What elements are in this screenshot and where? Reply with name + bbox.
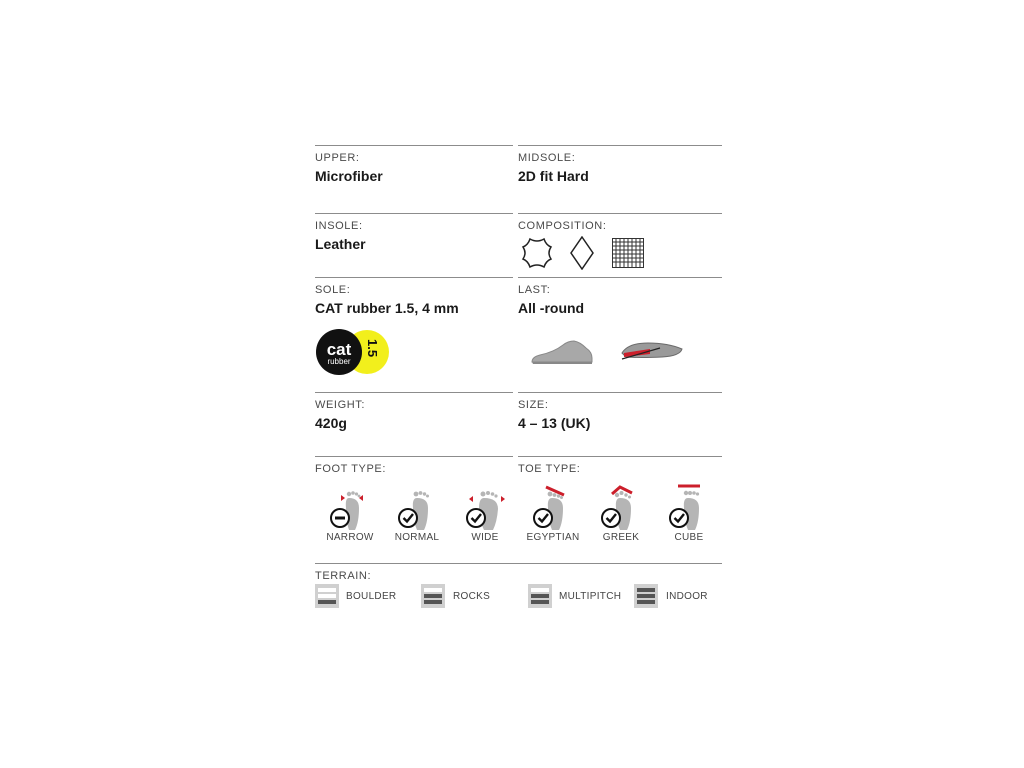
foot-wide-icon xyxy=(465,488,507,532)
midsole-value: 2D fit Hard xyxy=(518,168,589,184)
insole-label: INSOLE: xyxy=(315,220,363,232)
leather-icon xyxy=(521,236,553,270)
toe-type-label: TOE TYPE: xyxy=(518,463,581,475)
diamond-icon xyxy=(569,236,595,270)
terrain-label: TERRAIN: xyxy=(315,570,372,582)
size-label: SIZE: xyxy=(518,399,549,411)
divider xyxy=(315,392,513,393)
terrain-rocks-icon xyxy=(421,584,445,608)
divider xyxy=(518,213,722,214)
foot-type-caption-normal: NORMAL xyxy=(394,532,440,543)
weight-value: 420g xyxy=(315,415,347,431)
terrain-caption-boulder: BOULDER xyxy=(346,591,397,602)
weight-label: WEIGHT: xyxy=(315,399,366,411)
logo-main-text: cat xyxy=(326,340,352,359)
toe-type-caption-egyptian: EGYPTIAN xyxy=(526,532,580,543)
textile-mesh-icon xyxy=(612,238,644,268)
midsole-label: MIDSOLE: xyxy=(518,152,576,164)
divider xyxy=(518,456,722,457)
shoe-sole-profile-icon xyxy=(620,339,684,365)
composition-label: COMPOSITION: xyxy=(518,220,607,232)
foot-narrow-icon xyxy=(329,488,371,532)
foot-type-caption-wide: WIDE xyxy=(471,532,499,543)
terrain-boulder-icon xyxy=(315,584,339,608)
product-spec-sheet xyxy=(315,0,722,768)
terrain-indoor-icon xyxy=(634,584,658,608)
last-label: LAST: xyxy=(518,284,551,296)
divider xyxy=(315,145,513,146)
divider xyxy=(518,145,722,146)
foot-type-label: FOOT TYPE: xyxy=(315,463,386,475)
cat-rubber-logo xyxy=(315,328,391,376)
divider xyxy=(315,563,722,564)
divider xyxy=(315,277,513,278)
insole-value: Leather xyxy=(315,236,366,252)
toe-type-caption-greek: GREEK xyxy=(602,532,640,543)
terrain-caption-multipitch: MULTIPITCH xyxy=(559,591,622,602)
foot-type-caption-narrow: NARROW xyxy=(326,532,374,543)
sole-value: CAT rubber 1.5, 4 mm xyxy=(315,300,459,316)
divider xyxy=(518,392,722,393)
logo-sub-text: rubber xyxy=(327,357,351,366)
foot-normal-icon xyxy=(397,488,439,532)
logo-thickness-text: 1.5 xyxy=(365,339,380,358)
divider xyxy=(518,277,722,278)
toe-greek-icon xyxy=(600,482,642,532)
sole-label: SOLE: xyxy=(315,284,351,296)
divider xyxy=(315,456,513,457)
terrain-caption-indoor: INDOOR xyxy=(666,591,708,602)
toe-cube-icon xyxy=(668,482,710,532)
last-value: All -round xyxy=(518,300,585,316)
upper-value: Microfiber xyxy=(315,168,383,184)
upper-label: UPPER: xyxy=(315,152,360,164)
toe-type-caption-cube: CUBE xyxy=(674,532,704,543)
shoe-side-icon xyxy=(530,336,594,366)
terrain-caption-rocks: ROCKS xyxy=(453,591,491,602)
divider xyxy=(315,213,513,214)
toe-egyptian-icon xyxy=(532,482,574,532)
terrain-multipitch-icon xyxy=(528,584,552,608)
size-value: 4 – 13 (UK) xyxy=(518,415,591,431)
